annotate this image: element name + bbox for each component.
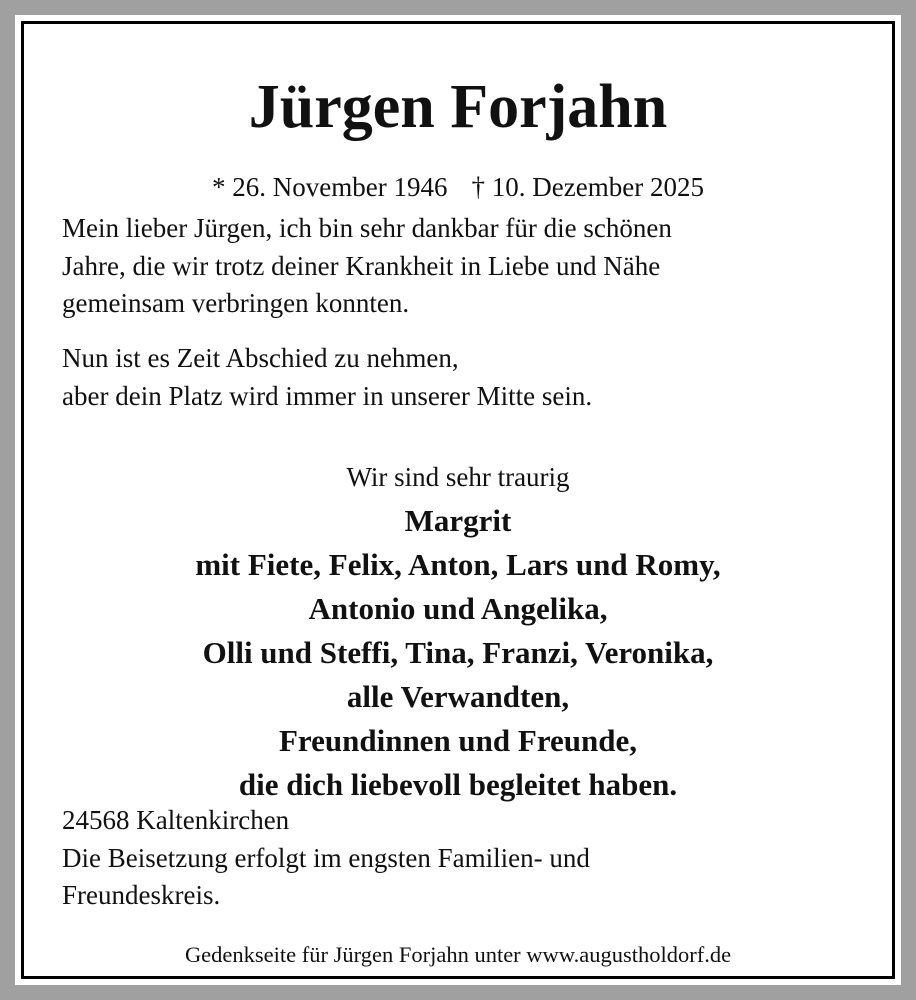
mourner-line: Margrit bbox=[404, 503, 512, 538]
burial-info: Die Beisetzung erfolgt im engsten Familien- und bbox=[62, 842, 590, 873]
message-line: Nun ist es Zeit Abschied zu nehmen, bbox=[62, 343, 459, 373]
closing-info bbox=[62, 802, 871, 915]
memorial-page-link[interactable]: Gedenkseite für Jürgen Forjahn unter www.augustholdorf.de bbox=[184, 942, 732, 967]
obituary-notice bbox=[15, 15, 901, 985]
life-dates bbox=[15, 169, 901, 205]
farewell-message bbox=[62, 340, 871, 415]
message-line: Jahre, die wir trotz deiner Krankheit in Liebe und Nähe bbox=[62, 250, 661, 281]
message-line: Mein lieber Jürgen, ich bin sehr dankbar für die schönen bbox=[62, 213, 672, 243]
personal-message bbox=[62, 210, 871, 323]
birth-date: * 26. November 1946 bbox=[212, 172, 448, 202]
mourners-list bbox=[15, 499, 901, 807]
death-date: † 10. Dezember 2025 bbox=[471, 172, 704, 202]
location: 24568 Kaltenkirchen bbox=[62, 805, 290, 835]
mourner-line: alle Verwandten, bbox=[346, 679, 570, 714]
mourner-line: Freundinnen und Freunde, bbox=[278, 723, 638, 758]
mourning-line: Wir sind sehr traurig bbox=[346, 462, 570, 492]
mourner-line: Antonio und Angelika, bbox=[308, 591, 608, 626]
message-line: aber dein Platz wird immer in unserer Mitte sein. bbox=[62, 380, 593, 411]
burial-info: Freundeskreis. bbox=[62, 880, 221, 911]
mourner-line: Olli und Steffi, Tina, Franzi, Veronika, bbox=[202, 635, 714, 670]
mourner-line: mit Fiete, Felix, Anton, Lars und Romy, bbox=[195, 547, 721, 582]
mourner-line: die dich liebevoll begleitet haben. bbox=[238, 767, 678, 802]
deceased-name: Jürgen Forjahn bbox=[248, 73, 668, 141]
message-line: gemeinsam verbringen konnten. bbox=[62, 288, 410, 319]
